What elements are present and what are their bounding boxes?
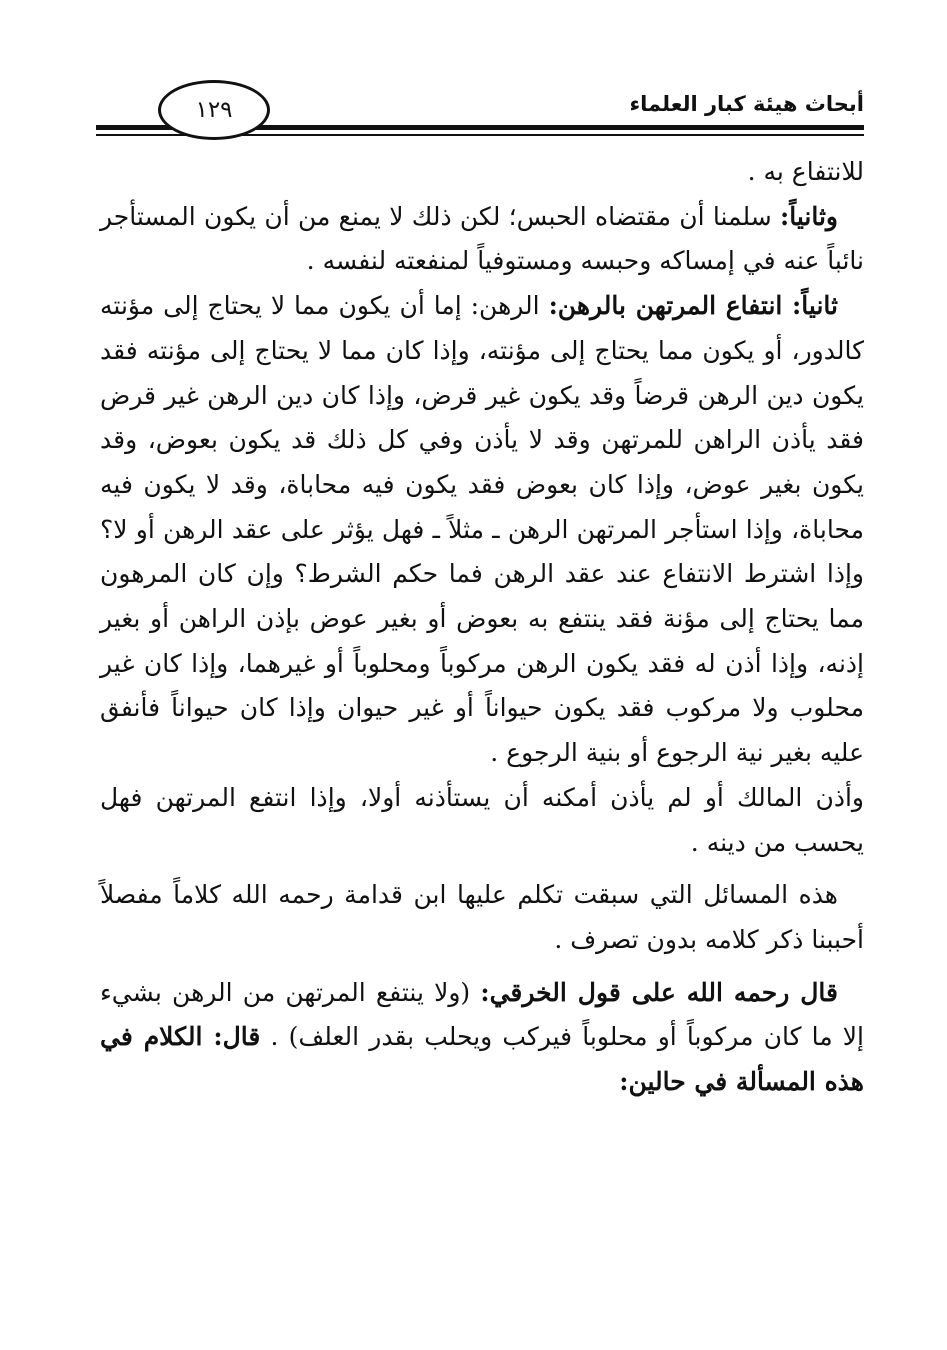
paragraph-2-lead: وثانياً: <box>780 201 838 231</box>
page-header <box>96 70 864 150</box>
paragraph-1-text: للانتفاع به . <box>747 157 864 186</box>
paragraph-5 <box>100 873 864 962</box>
paragraph-3-lead: ثانياً: انتفاع المرتهن بالرهن: <box>548 291 838 321</box>
paragraph-4 <box>100 776 864 865</box>
paragraph-6-bold: قال: الكلام في هذه المسألة في حالين: <box>100 1022 864 1097</box>
paragraph-2 <box>100 195 864 284</box>
paragraph-2-text: سلمنا أن مقتضاه الحبس؛ لكن ذلك لا يمنع من أن يكون المستأجر نائباً عنه في إمساكه وحبسه ومستوفياً لمنفعته لنفسه . <box>100 201 864 276</box>
paragraph-3-text: الرهن: إما أن يكون مما لا يحتاج إلى مؤنته كالدور، أو يكون مما يحتاج إلى مؤنته، وإذا كان مما لا يحتاج إلى مؤنته فقد يكون دين الرهن قرضاً وقد يكون غير قرض، وإذا كان دين الرهن غير قرض فقد يأذن الراهن للمرتهن وقد لا يأذن وفي كل ذلك قد يكون بعوض، وقد يكون بغير عوض، وإذا كان بعوض فقد يكون فيه محاباة، وقد لا يكون فيه محاباة، وإذا استأجر المرتهن الرهن ـ مثلاً ـ فهل يؤثر على عقد الرهن أو لا؟ وإذا اشترط الانتفاع عند عقد الرهن فما حكم الشرط؟ وإن كان المرهون مما يحتاج إلى مؤنة فقد ينتفع به بعوض أو بغير عوض بإذن الراهن أو بغير إذنه، وإذا أذن له فقد يكون الرهن مركوباً ومحلوباً أو غيرهما، وإذا كان غير محلوب ولا مركوب فقد يكون حيواناً أو غير حيوان وإذا كان حيواناً فأنفق عليه بغير نية الرجوع أو بنية الرجوع . <box>100 291 864 768</box>
paragraph-4-text: وأذن المالك أو لم يأذن أمكنه أن يستأذنه أولا، وإذا انتفع المرتهن فهل يحسب من دينه . <box>100 782 864 857</box>
paragraph-1 <box>100 150 864 195</box>
page-body <box>100 150 864 1105</box>
paragraph-5-text: هذه المسائل التي سبقت تكلم عليها ابن قدامة رحمه الله كلاماً مفصلاً أحببنا ذكر كلامه بدون تصرف . <box>100 880 864 954</box>
paragraph-6-lead: قال رحمه الله على قول الخرقي: <box>480 977 838 1007</box>
running-title: أبحاث هيئة كبار العلماء <box>629 92 864 116</box>
page-number: ١٢٩ <box>158 80 270 140</box>
paragraph-3 <box>100 284 864 776</box>
paragraph-6 <box>100 971 864 1105</box>
paragraph-6-text: (ولا ينتفع المرتهن من الرهن بشيء إلا ما كان مركوباً أو محلوباً فيركب ويحلب بقدر العلف) . <box>100 977 864 1052</box>
